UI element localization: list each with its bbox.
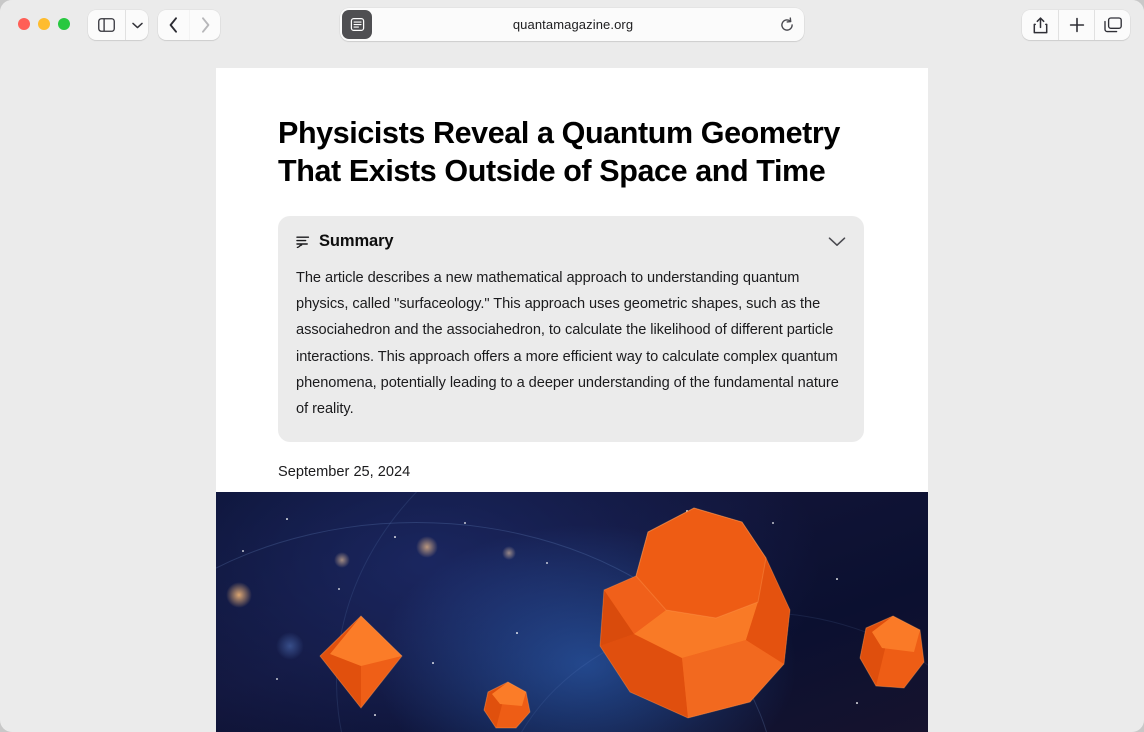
window-controls bbox=[18, 18, 70, 30]
star-glow bbox=[276, 632, 304, 660]
star bbox=[516, 632, 518, 634]
navigation-buttons-group bbox=[158, 10, 220, 40]
large-polyhedron bbox=[570, 506, 818, 732]
star-glow bbox=[334, 552, 350, 568]
forward-button[interactable] bbox=[189, 10, 220, 40]
chevron-down-icon bbox=[132, 22, 143, 29]
page-title: Physicists Reveal a Quantum Geometry That Exists Outside of Space and Time bbox=[278, 116, 840, 188]
new-tab-button[interactable] bbox=[1058, 10, 1094, 40]
star bbox=[394, 536, 396, 538]
reload-button[interactable] bbox=[778, 16, 796, 34]
maximize-window-button[interactable] bbox=[58, 18, 70, 30]
sidebar-icon bbox=[98, 18, 115, 32]
star-glow bbox=[502, 546, 516, 560]
star bbox=[432, 662, 434, 664]
back-button[interactable] bbox=[158, 10, 189, 40]
star bbox=[338, 588, 340, 590]
summary-title: Summary bbox=[319, 232, 394, 250]
article-date: September 25, 2024 bbox=[278, 464, 411, 481]
star bbox=[242, 550, 244, 552]
summary-text: The article describes a new mathematical approach to understanding quantum physics, called "surfaceology." This approach uses geometric shapes, such as the associahedron and the associahedron, to calculate the likelihood of different particle interactions. This approach offers a more efficient way to calculate complex quantum phenomena, potentially leading to a deeper understanding of the fundamental nature of reality. bbox=[296, 270, 839, 418]
sidebar-controls-group bbox=[88, 10, 148, 40]
close-window-button[interactable] bbox=[18, 18, 30, 30]
sidebar-toggle-button[interactable] bbox=[88, 10, 125, 40]
chevron-left-icon bbox=[169, 17, 178, 33]
share-button[interactable] bbox=[1022, 10, 1058, 40]
tab-overview-button[interactable] bbox=[1094, 10, 1130, 40]
star bbox=[856, 702, 858, 704]
reload-icon bbox=[779, 17, 795, 33]
reader-mode-button[interactable] bbox=[342, 10, 372, 39]
toolbar-right-group bbox=[1022, 10, 1130, 40]
star-glow bbox=[226, 582, 252, 608]
summary-collapse-button[interactable] bbox=[828, 236, 846, 248]
sidebar-options-button[interactable] bbox=[125, 10, 148, 40]
star bbox=[464, 522, 466, 524]
summary-icon bbox=[296, 235, 311, 249]
octahedron-shape bbox=[316, 614, 406, 710]
reader-icon bbox=[350, 17, 365, 32]
star bbox=[276, 678, 278, 680]
article-body bbox=[216, 68, 928, 480]
web-page-content bbox=[216, 68, 928, 732]
star bbox=[836, 578, 838, 580]
chevron-right-icon bbox=[201, 17, 210, 33]
star bbox=[286, 518, 288, 520]
star-glow bbox=[416, 536, 438, 558]
share-icon bbox=[1033, 17, 1048, 34]
minimize-window-button[interactable] bbox=[38, 18, 50, 30]
right-polyhedron-shape bbox=[858, 614, 928, 692]
plus-icon bbox=[1069, 17, 1085, 33]
url-text[interactable]: quantamagazine.org bbox=[512, 17, 634, 32]
article-hero-image bbox=[216, 492, 928, 732]
ai-summary-card bbox=[278, 216, 864, 442]
star bbox=[374, 714, 376, 716]
browser-toolbar bbox=[0, 0, 1144, 49]
summary-header bbox=[296, 232, 846, 251]
small-polyhedron-shape bbox=[482, 680, 534, 732]
star bbox=[546, 562, 548, 564]
address-bar[interactable] bbox=[340, 8, 804, 41]
tab-overview-icon bbox=[1104, 17, 1122, 33]
